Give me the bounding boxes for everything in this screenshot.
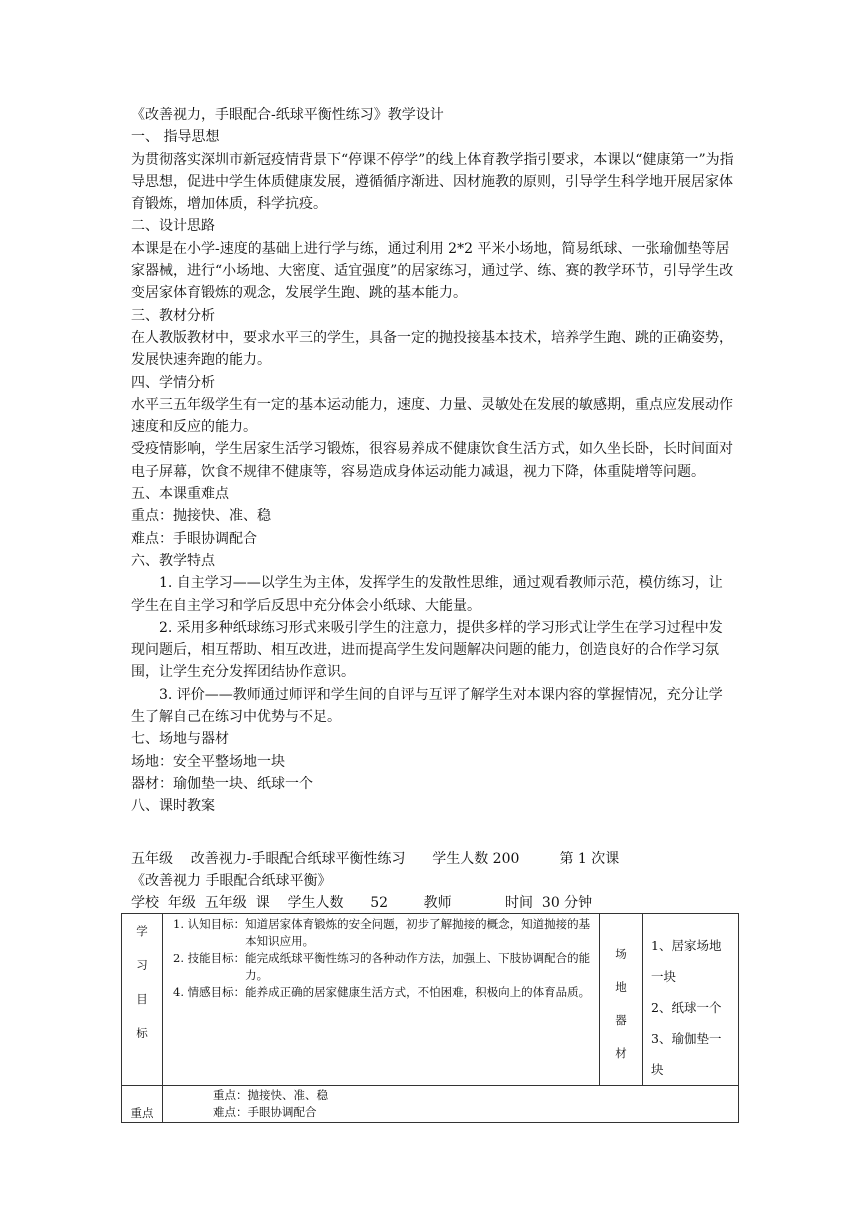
objectives-label-cell bbox=[122, 914, 163, 1086]
section-paragraph: 在人教版教材中，要求水平三的学生，具备一定的抛投接基本技术，培养学生跑、跳的正确姿势，发展快速奔跑的能力。 bbox=[131, 329, 733, 369]
site-item: 2、纸球一个 bbox=[651, 1000, 722, 1015]
label-char: 器 bbox=[615, 1013, 627, 1027]
lesson-line: 五年级 改善视力-手眼配合纸球平衡性练习 学生人数 200 第 1 次课 bbox=[131, 851, 620, 867]
section-paragraph: 水平三五年级学生有一定的基本运动能力，速度、力量、灵敏处在发展的敏感期，重点应发展动作速度和反应的能力。 bbox=[131, 396, 733, 436]
label-char: 学 bbox=[136, 924, 148, 938]
site-label-cell bbox=[600, 914, 643, 1086]
equipment-line: 器材：瑜伽垫一块、纸球一个 bbox=[131, 775, 313, 792]
goal-value: 能养成正确的居家健康生活方式，不怕困难，积极向上的体育品质。 bbox=[245, 985, 591, 999]
label-char: 场 bbox=[615, 947, 627, 961]
site-item: 1、居家场地一块 bbox=[651, 938, 722, 984]
section-paragraph: 受疫情影响，学生居家生活学习锻炼，很容易养成不健康饮食生活方式，如久坐长卧，长时间面对电子屏幕，饮食不规律不健康等，容易造成身体运动能力减退，视力下降，体重陡增等问题。 bbox=[131, 441, 733, 480]
goal-value: 知道居家体育锻炼的安全问题，初步了解抛接的概念，知道抛接的基本知识应用。 bbox=[245, 917, 591, 948]
label-char: 材 bbox=[615, 1046, 627, 1060]
key-point: 重点：抛接快、准、稳 bbox=[213, 1088, 328, 1102]
venue-line: 场地：安全平整场地一块 bbox=[131, 753, 285, 770]
lesson-plan-table bbox=[121, 913, 739, 1123]
label-char: 地 bbox=[615, 980, 627, 994]
feature-item: 3. 评价——教师通过师评和学生间的自评与互评了解学生对本课内容的掌握情况，充分让学生了解自己在练习中优势与不足。 bbox=[131, 686, 723, 726]
site-items-cell bbox=[643, 914, 739, 1086]
section-heading: 一、 指导思想 bbox=[131, 129, 220, 146]
lesson-line: 学校 年级 五年级 课 学生人数 52 教师 时间 30 分钟 bbox=[131, 895, 593, 911]
document-body bbox=[131, 104, 734, 818]
goal-item bbox=[173, 984, 593, 1001]
feature-item: 1. 自主学习——以学生为主体，发挥学生的发散性思维，通过观看教师示范，模仿练习，让学生在自主学习和学后反思中充分体会小纸球、大能量。 bbox=[131, 575, 723, 614]
table-row bbox=[122, 1086, 739, 1123]
section-heading: 七、场地与器材 bbox=[131, 731, 229, 748]
goal-key: 4. 情感目标： bbox=[173, 985, 246, 999]
goal-item bbox=[173, 950, 593, 983]
lesson-info bbox=[131, 848, 751, 914]
difficult-point: 难点：手眼协调配合 bbox=[213, 1104, 317, 1119]
section-heading: 三、教材分析 bbox=[131, 307, 215, 324]
document-title: 《改善视力，手眼配合-纸球平衡性练习》教学设计 bbox=[131, 107, 444, 123]
section-paragraph: 本课是在小学-速度的基础上进行学与练，通过利用 2*2 平米小场地，简易纸球、一张瑜伽垫等居家器械，进行“小场地、大密度、适宜强度”的居家练习，通过学、练、赛的教学环节，引导学生改变居家体育锻炼的观念，发展学生跑、跳的基本能力。 bbox=[131, 240, 734, 302]
section-heading: 四、学情分析 bbox=[131, 374, 215, 391]
section-heading: 五、本课重难点 bbox=[131, 486, 229, 503]
key-point: 重点：抛接快、准、稳 bbox=[131, 508, 271, 525]
goal-value: 能完成纸球平衡性练习的各种动作方法，加强上、下肢协调配合的能力。 bbox=[245, 951, 591, 982]
key-points-cell bbox=[163, 1086, 739, 1123]
section-heading: 八、课时教案 bbox=[131, 798, 215, 815]
goal-key: 2. 技能目标： bbox=[173, 951, 246, 965]
lesson-line: 《改善视力 手眼配合纸球平衡》 bbox=[131, 873, 332, 889]
section-heading: 二、设计思路 bbox=[131, 218, 215, 235]
difficult-point: 难点：手眼协调配合 bbox=[131, 530, 257, 547]
section-paragraph: 为贯彻落实深圳市新冠疫情背景下“停课不停学”的线上体育教学指引要求，本课以“健康第一”为指导思想，促进中学生体质健康发展，遵循循序渐进、因材施教的原则，引导学生科学地开展居家体育锻炼，增加体质，科学抗疫。 bbox=[131, 151, 734, 213]
label-char: 目 bbox=[136, 992, 148, 1006]
goal-item bbox=[173, 916, 593, 949]
key-label-cell: 重点 bbox=[122, 1086, 163, 1123]
table-row bbox=[122, 914, 739, 1086]
goal-key: 1. 认知目标： bbox=[173, 917, 246, 931]
feature-item: 2. 采用多种纸球练习形式来吸引学生的注意力，提供多样的学习形式让学生在学习过程中发现问题后，相互帮助、相互改进，进而提高学生发问题解决问题的能力，创造良好的合作学习氛围，让学生充分发挥团结协作意识。 bbox=[131, 619, 723, 681]
label-char: 标 bbox=[136, 1026, 148, 1040]
site-item: 3、瑜伽垫一块 bbox=[651, 1031, 722, 1077]
label-char: 习 bbox=[136, 958, 148, 972]
objectives-cell bbox=[163, 914, 600, 1086]
section-heading: 六、教学特点 bbox=[131, 552, 215, 569]
